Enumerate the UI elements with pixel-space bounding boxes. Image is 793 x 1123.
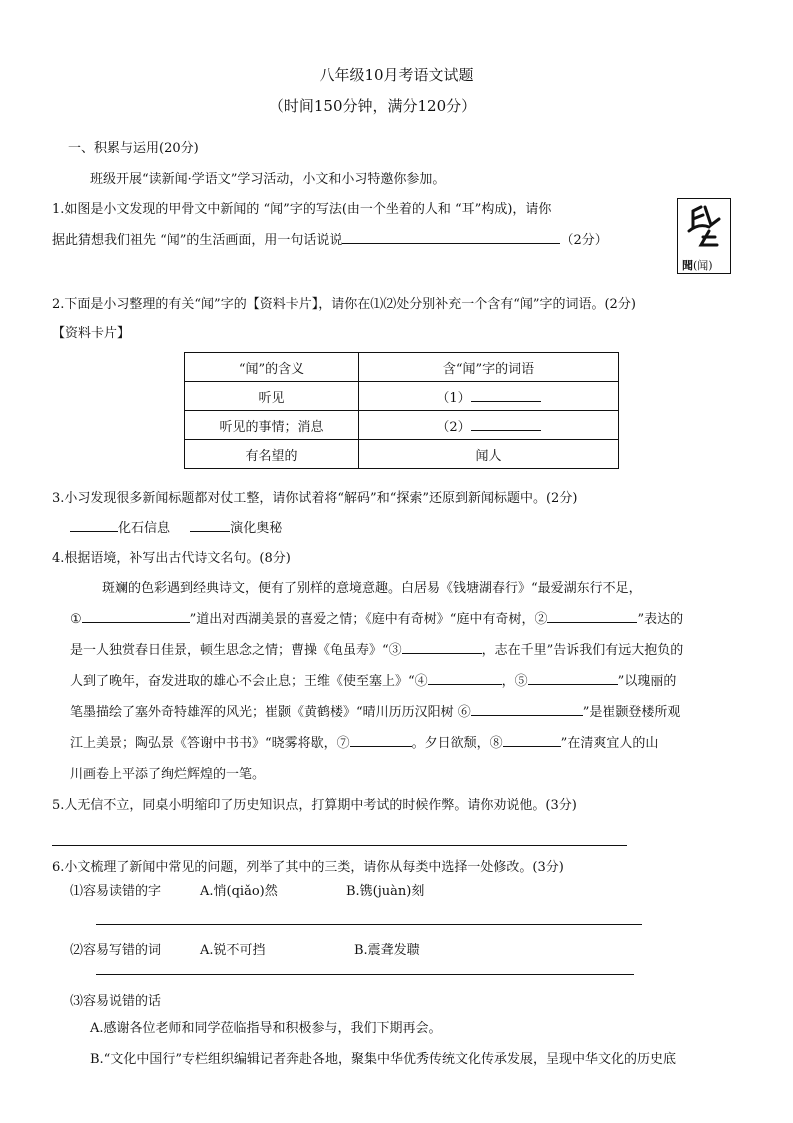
answer-blank[interactable]	[503, 734, 561, 747]
seal-caption	[682, 257, 713, 273]
text: ”表达的	[637, 612, 684, 627]
blank-number: （1）	[436, 390, 471, 406]
answer-blank[interactable]	[471, 389, 541, 402]
q1-answer-blank[interactable]	[342, 231, 560, 244]
answer-blank[interactable]	[402, 641, 482, 654]
blank-number: （2）	[436, 419, 471, 435]
answer-blank[interactable]	[82, 610, 190, 623]
table-cell: 听见	[185, 382, 359, 411]
table-cell: 有名望的	[185, 440, 359, 469]
text: ”以瑰丽的	[617, 674, 677, 689]
q6-sub3-option-a: A.感谢各位老师和同学莅临指导和积极参与，我们下期再会。	[90, 1021, 442, 1036]
q4-para-line: 川画卷上平添了绚烂辉煌的一笔。	[70, 767, 266, 782]
q1-line2	[52, 229, 608, 248]
q3-blank-a[interactable]	[70, 519, 118, 532]
table-header-meaning: “闻”的含义	[185, 353, 359, 382]
q6-sub3-option-b: B.“文化中国行”专栏组织编辑记者奔赴各地，聚集中华优秀传统文化传承发展，呈现中华文化的历史底	[90, 1052, 676, 1067]
table-cell: 听见的事情；消息	[185, 411, 359, 440]
q6-sub2-option-b: B.震聋发聩	[354, 943, 420, 958]
q2-line1: 2.下面是小习整理的有关“闻”字的【资料卡片】，请你在⑴⑵处分别补充一个含有“闻”字的词语。(2分)	[52, 297, 636, 312]
q4-para-line	[70, 732, 658, 751]
seal-char: 聞	[682, 259, 693, 272]
q6-sub2-answer-line[interactable]	[96, 974, 634, 975]
table-cell-blank[interactable]	[359, 382, 619, 411]
q4-para-line	[70, 670, 676, 689]
q6-sub1-label: ⑴容易读错的字	[70, 884, 162, 899]
q1-line2-text: 据此猜想我们祖先 “闻”的生活画面，用一句话说说	[52, 233, 343, 248]
q1-line1: 1.如图是小文发现的甲骨文中新闻的 “闻”字的写法(由一个坐着的人和 “耳”构成)，请你	[52, 202, 552, 217]
text: ”是崔颢登楼所观	[582, 705, 681, 720]
answer-blank[interactable]	[471, 418, 541, 431]
q6-sub1-option-b: B.镌(juàn)刻	[346, 884, 425, 899]
q4-para-line	[70, 639, 683, 658]
text: 。夕日欲颓，⑧	[411, 736, 503, 751]
q6-sub1-option-a: A.悄(qiǎo)然	[200, 884, 278, 899]
table-row	[185, 382, 619, 411]
blank-number: ①	[70, 612, 82, 627]
answer-blank[interactable]	[547, 610, 637, 623]
q3-line1: 3.小习发现很多新闻标题都对仗工整，请你试着将“解码”和“探索”还原到新闻标题中。(2分)	[52, 491, 578, 506]
q4-para-line	[70, 701, 680, 720]
q3-item-b: 演化奥秘	[230, 521, 283, 536]
q3-item-a: 化石信息	[118, 521, 171, 536]
text: 是一人独赏春日佳景，顿生思念之情；曹操《龟虽寿》“③	[70, 643, 402, 658]
text: 笔墨描绘了塞外奇特雄浑的风光；崔颢《黄鹤楼》“晴川历历汉阳树 ⑥	[70, 705, 471, 720]
exam-subtitle: （时间150分钟，满分120分）	[268, 97, 477, 115]
seal-caption-text: (闻)	[693, 259, 713, 272]
text: ”在清爽宜人的山	[560, 736, 659, 751]
answer-blank[interactable]	[528, 672, 618, 685]
table-cell: 闻人	[359, 440, 619, 469]
text: ”道出对西湖美景的喜爱之情；《庭中有奇树》“庭中有奇树，②	[189, 612, 548, 627]
table-row	[185, 353, 619, 382]
answer-blank[interactable]	[428, 672, 502, 685]
section-intro: 班级开展“读新闻·学语文”学习活动，小文和小习特邀你参加。	[90, 172, 446, 187]
table-row	[185, 411, 619, 440]
table-cell-blank[interactable]	[359, 411, 619, 440]
q5-line1: 5.人无信不立，同桌小明缩印了历史知识点，打算期中考试的时候作弊。请你劝说他。(3分)	[52, 798, 577, 813]
q4-line1: 4.根据语境，补写出古代诗文名句。(8分)	[52, 551, 291, 566]
oracle-bone-wen-icon	[679, 201, 731, 257]
q6-sub1-answer-line[interactable]	[96, 924, 642, 925]
q1-score: （2分）	[560, 233, 608, 248]
text: 江上美景；陶弘景《答谢中书书》“晓雾将歇，⑦	[70, 736, 350, 751]
q3-blank-b[interactable]	[190, 519, 230, 532]
q3-items	[70, 517, 282, 536]
text: ，志在千里”告诉我们有远大抱负的	[481, 643, 684, 658]
section-heading: 一、积累与运用(20分)	[68, 141, 199, 156]
info-card-table	[184, 352, 619, 469]
table-header-words: 含“闻”字的词语	[359, 353, 619, 382]
exam-title: 八年级10月考语文试题	[319, 66, 474, 84]
card-label: 【资料卡片】	[52, 326, 131, 341]
q6-sub3-label: ⑶容易说错的话	[70, 994, 162, 1009]
q6-sub2-label: ⑵容易写错的词	[70, 943, 162, 958]
q4-para-line: 斑斓的色彩遇到经典诗文，便有了别样的意境意趣。白居易《钱塘湖春行》“最爱湖东行不足，	[102, 581, 642, 596]
answer-blank[interactable]	[471, 703, 583, 716]
text: 人到了晚年，奋发进取的雄心不会止息；王维《使至塞上》“④	[70, 674, 428, 689]
oracle-bone-image	[677, 198, 731, 274]
q4-para-line	[70, 608, 683, 627]
table-row	[185, 440, 619, 469]
q5-answer-line[interactable]	[52, 845, 627, 846]
text: ，⑤	[501, 674, 528, 689]
answer-blank[interactable]	[350, 734, 412, 747]
q6-sub2-option-a: A.锐不可挡	[200, 943, 266, 958]
q6-line1: 6.小文梳理了新闻中常见的问题，列举了其中的三类，请你从每类中选择一处修改。(3分)	[52, 860, 564, 875]
